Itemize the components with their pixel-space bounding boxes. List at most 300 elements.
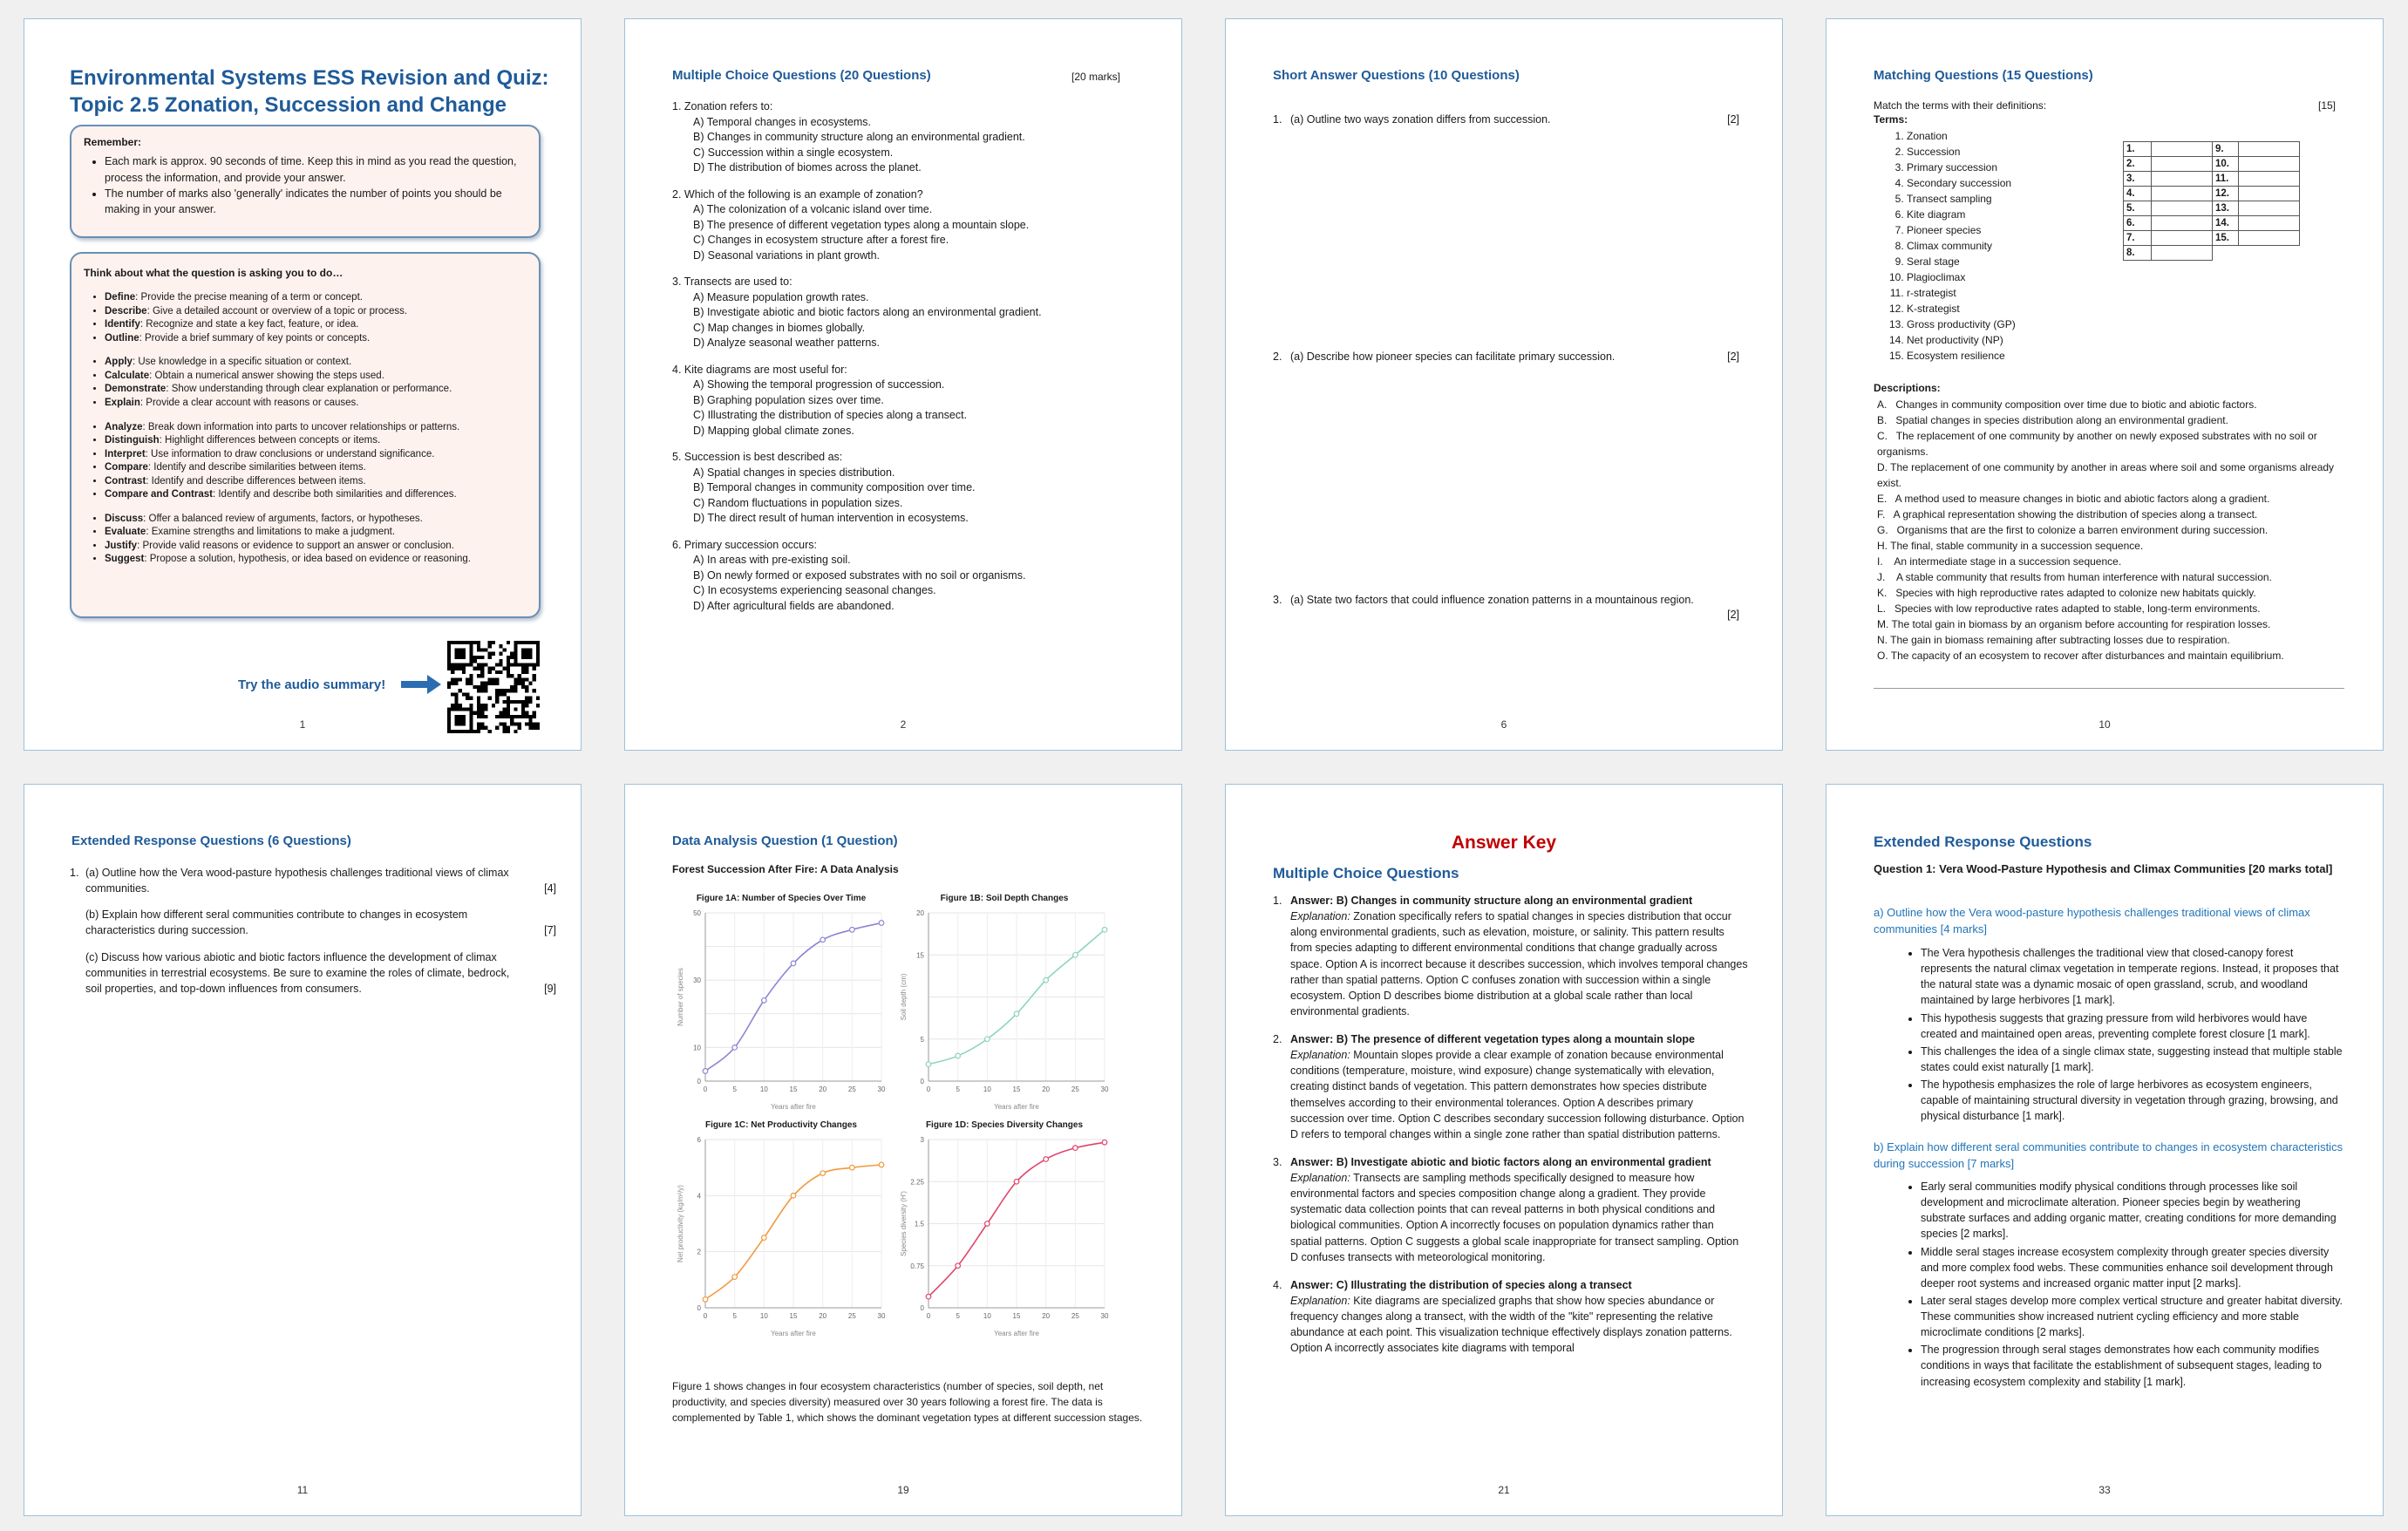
y-tick-label: 3 [920, 1136, 924, 1144]
extended-question-parts [85, 865, 556, 1007]
command-term: Interpret [105, 448, 146, 459]
grid-number: 14. [2213, 216, 2239, 231]
command-term-item: • Compare: Identify and describe similarities between items. [105, 461, 527, 475]
command-term-item: • Calculate: Obtain a numerical answer showing the steps used. [105, 370, 527, 384]
grid-number: 5. [2124, 201, 2152, 216]
question-stem: 6. Primary succession occurs: [672, 538, 818, 551]
mcq-option: C) Random fluctuations in population sizes. [693, 496, 903, 509]
chart-svg [672, 1120, 890, 1343]
data-point [820, 937, 826, 942]
y-axis-label: Number of species [677, 968, 684, 1026]
grid-answer-cell[interactable] [2239, 142, 2300, 157]
y-tick-label: 2.25 [910, 1178, 924, 1187]
chart-figure-1a [672, 894, 890, 1116]
description-item: J. A stable community that results from human interference with natural succession. [1877, 571, 2272, 583]
term-item: 13. Gross productivity (GP) [1907, 316, 2016, 332]
short-answer-question [1273, 592, 1739, 621]
command-term-group [84, 513, 527, 567]
grid-answer-cell[interactable] [2152, 187, 2213, 201]
term-item: 6. Kite diagram [1907, 207, 2016, 222]
mcq-option: C) Map changes in biomes globally. [693, 321, 866, 334]
question-text: (a) State two factors that could influence zonation patterns in a mountainous region. [1290, 594, 1694, 606]
command-term: Calculate [105, 370, 150, 381]
grid-number: 4. [2124, 187, 2152, 201]
y-tick-label: 0 [920, 1078, 924, 1085]
command-term-item: • Interpret: Use information to draw conclusions or understand significance. [105, 448, 527, 462]
descriptions-label: Descriptions: [1874, 382, 1941, 394]
x-axis-label: Years after fire [994, 1103, 1039, 1111]
page-number: 33 [2098, 1484, 2111, 1496]
markscheme-point: • Later seral stages develop more complex vertical structure and greater habitat diversity. These communities show increased nutrient cycling efficiency and more stable microclimate conditions [2 marks]. [1921, 1293, 2344, 1340]
command-term-definition: Provide a brief summary of key points or concepts. [145, 332, 371, 344]
explanation-text: Zonation specifically refers to spatial changes in species distribution that occur along environmental gradients, such as elevation, moisture, or salinity. This pattern results from species adapting to different environmental conditions that change gradually across space. Option A is incorrect because it describes succession, which involves temporal changes rather than spatial patterns. Option C confuses zonation with succession within a single ecosystem. Option D describes biome distribution at a global scale rather than local environmental gradients. [1290, 910, 1748, 1017]
section-title: Short Answer Questions (10 Questions) [1273, 68, 1520, 83]
answer-key-title: Answer Key [1451, 833, 1557, 853]
page-3 [1225, 18, 1783, 751]
term-item: 2. Succession [1907, 144, 2016, 160]
mcq-question [672, 99, 1143, 176]
command-term-item: • Define: Provide the precise meaning of a term or concept. [105, 291, 527, 305]
page-number: 2 [900, 718, 907, 731]
description-item: H. The final, stable community in a succession sequence. [1877, 540, 2144, 552]
command-term-item: • Discuss: Offer a balanced review of arguments, factors, or hypotheses. [105, 513, 527, 527]
data-point [879, 1162, 884, 1167]
remember-item: • Each mark is approx. 90 seconds of time. Keep this in mind as you read the question, process the information, and provide your answer. [105, 153, 527, 185]
answer-number: 1. [1273, 895, 1282, 907]
command-term-definition: Provide the precise meaning of a term or concept. [140, 292, 363, 303]
audio-summary-label[interactable]: Try the audio summary! [238, 677, 386, 692]
extended-question-part [85, 865, 556, 896]
question-marks: [4] [544, 882, 556, 895]
y-tick-label: 10 [693, 1044, 701, 1052]
x-tick-label: 30 [877, 1085, 886, 1093]
command-term: Analyze [105, 421, 143, 432]
question-stem: 3. Transects are used to: [672, 276, 792, 288]
data-point [850, 1165, 855, 1170]
grid-answer-cell[interactable] [2152, 172, 2213, 187]
markscheme-point: • This hypothesis suggests that grazing pressure from wild herbivores would have created and maintained open areas, preventing complete forest closure [1 mark]. [1921, 1010, 2344, 1042]
extended-question-part [85, 949, 556, 997]
y-tick-label: 0 [697, 1304, 701, 1312]
data-point [703, 1069, 708, 1074]
description-item: C. The replacement of one community by another on newly exposed substrates with no soil or organisms. [1877, 430, 2321, 458]
page-4 [1826, 18, 2384, 751]
term-item: 7. Pioneer species [1907, 222, 2016, 238]
command-term-item: • Describe: Give a detailed account or overview of a topic or process. [105, 305, 527, 319]
y-tick-label: 0 [697, 1078, 701, 1085]
section-marks: [20 marks] [1071, 71, 1120, 83]
data-point [850, 928, 855, 933]
answer-line: Answer: B) The presence of different vegetation types along a mountain slope [1290, 1033, 1695, 1045]
command-term: Identify [105, 319, 140, 330]
x-tick-label: 5 [732, 1085, 737, 1093]
x-tick-label: 10 [759, 1312, 768, 1320]
grid-answer-cell[interactable] [2152, 157, 2213, 172]
mcq-option: B) Investigate abiotic and biotic factors along an environmental gradient. [693, 306, 1042, 318]
page-2 [624, 18, 1182, 751]
markscheme-point: • The hypothesis emphasizes the role of large herbivores as ecosystem engineers, capable of maintaining structural diversity in vegetation through grazing, browsing, and physical disturbance [1 mark]. [1921, 1077, 2344, 1124]
y-tick-label: 2 [697, 1248, 701, 1256]
data-point [1102, 1140, 1107, 1145]
x-tick-label: 25 [1071, 1312, 1079, 1320]
command-term-item: • Analyze: Break down information into parts to uncover relationships or patterns. [105, 421, 527, 435]
term-item: 8. Climax community [1907, 238, 2016, 254]
y-axis-label: Net productivity (kg/m²/y) [677, 1185, 684, 1262]
page-5 [24, 784, 582, 1516]
chart-title: Figure 1B: Soil Depth Changes [940, 894, 1069, 903]
question-marks: [2] [1727, 350, 1739, 363]
explanation-label: Explanation: [1290, 1294, 1350, 1307]
term-item: 4. Secondary succession [1907, 175, 2016, 191]
answer-grid-row [2124, 216, 2300, 231]
data-point [791, 1194, 796, 1199]
command-term-item: • Identify: Recognize and state a key fact, feature, or idea. [105, 318, 527, 332]
grid-number: 11. [2213, 172, 2239, 187]
answer-grid-row [2124, 142, 2300, 157]
command-term: Contrast [105, 475, 146, 487]
grid-number: 13. [2213, 201, 2239, 216]
grid-number: 12. [2213, 187, 2239, 201]
grid-number: 7. [2124, 231, 2152, 246]
remember-item: • The number of marks also 'generally' indicates the number of points you should be making in your answer. [105, 186, 527, 217]
data-point [1044, 977, 1049, 983]
answer-key-list [1273, 893, 1748, 1368]
command-term-group [84, 291, 527, 345]
part-a-points [1900, 945, 2344, 1126]
command-term-definition: Use information to draw conclusions or understand significance. [151, 448, 435, 459]
command-term-item: • Apply: Use knowledge in a specific situation or context. [105, 356, 527, 370]
section-title: Matching Questions (15 Questions) [1874, 68, 2093, 83]
data-point [985, 1037, 990, 1042]
question-heading: Question 1: Vera Wood-Pasture Hypothesis and Climax Communities [20 marks total] [1874, 862, 2333, 875]
x-tick-label: 20 [819, 1312, 827, 1320]
x-tick-label: 0 [703, 1312, 708, 1320]
y-tick-label: 4 [697, 1192, 701, 1201]
mcq-option: C) In ecosystems experiencing seasonal changes. [693, 584, 936, 596]
mcq-option: D) Seasonal variations in plant growth. [693, 248, 881, 262]
grid-answer-cell[interactable] [2152, 231, 2213, 246]
answer-grid-row [2124, 231, 2300, 246]
mcq-option: A) In areas with pre-existing soil. [693, 554, 851, 566]
page-number: 19 [897, 1484, 909, 1496]
data-point [1102, 928, 1107, 933]
mcq-question [672, 538, 1143, 615]
mcq-question [672, 450, 1143, 527]
command-term-definition: Break down information into parts to uncover relationships or patterns. [147, 421, 460, 432]
command-term-item: • Evaluate: Examine strengths and limitations to make a judgment. [105, 526, 527, 540]
command-term-item: • Outline: Provide a brief summary of key points or concepts. [105, 332, 527, 346]
grid-answer-cell[interactable] [2239, 201, 2300, 216]
x-tick-label: 5 [732, 1312, 737, 1320]
x-tick-label: 0 [703, 1085, 708, 1093]
x-tick-label: 20 [819, 1085, 827, 1093]
question-text: (a) Describe how pioneer species can facilitate primary succession. [1290, 350, 1616, 363]
y-tick-label: 0 [920, 1304, 924, 1312]
question-number: 2. [1273, 350, 1282, 363]
term-item: 15. Ecosystem resilience [1907, 348, 2016, 364]
chart-title: Figure 1A: Number of Species Over Time [696, 894, 867, 903]
data-point [1014, 1179, 1019, 1184]
divider [1874, 688, 2344, 689]
question-stem: 4. Kite diagrams are most useful for: [672, 363, 847, 376]
mcq-option: D) The distribution of biomes across the planet. [693, 161, 922, 174]
section-title: Extended Response Questions (6 Questions) [71, 834, 351, 848]
mcq-option: A) Measure population growth rates. [693, 290, 869, 303]
command-term-definition: Use knowledge in a specific situation or context. [138, 357, 352, 368]
mcq-option: C) Illustrating the distribution of species along a transect. [693, 409, 968, 421]
data-point [703, 1297, 708, 1303]
data-analysis-subtitle: Forest Succession After Fire: A Data Analysis [672, 863, 899, 875]
term-item: 10. Plagioclimax [1907, 269, 2016, 285]
data-point [732, 1275, 738, 1280]
command-term: Define [105, 292, 136, 303]
grid-answer-cell[interactable] [2239, 231, 2300, 246]
mcq-list [672, 99, 1143, 625]
page-6 [624, 784, 1182, 1516]
description-item: L. Species with low reproductive rates adapted to stable, long-term environments. [1877, 602, 2261, 615]
mcq-question [672, 187, 1143, 264]
x-tick-label: 0 [926, 1085, 931, 1093]
grid-answer-cell[interactable] [2239, 187, 2300, 201]
short-answer-question [1273, 349, 1739, 364]
answer-key-item [1273, 1277, 1748, 1357]
question-marks: [2] [1727, 113, 1739, 126]
command-term-item: • Demonstrate: Show understanding through clear explanation or performance. [105, 383, 527, 397]
data-point [985, 1221, 990, 1227]
grid-number: 9. [2213, 142, 2239, 157]
grid-number: 1. [2124, 142, 2152, 157]
command-term: Evaluate [105, 527, 146, 538]
command-term-definition: Offer a balanced review of arguments, factors, or hypotheses. [148, 513, 423, 524]
data-point [1073, 952, 1078, 957]
answer-explanation [1290, 1047, 1748, 1142]
question-text: (c) Discuss how various abiotic and biotic factors influence the development of climax communities in terrestrial ecosystems. Be sure to examine the roles of climate, bedrock, soil properties, and top-down influences from consumers. [85, 950, 510, 995]
page-title: Environmental Systems ESS Revision and Quiz: Topic 2.5 Zonation, Succession and Change [70, 66, 549, 118]
y-tick-label: 15 [916, 951, 924, 960]
grid-answer-cell[interactable] [2152, 201, 2213, 216]
x-axis-label: Years after fire [994, 1330, 1039, 1337]
answer-grid-row [2124, 187, 2300, 201]
command-term-definition: Provide a clear account with reasons or causes. [146, 398, 359, 408]
answer-key-subtitle: Multiple Choice Questions [1273, 865, 1459, 881]
grid-number: 3. [2124, 172, 2152, 187]
answer-number: 3. [1273, 1155, 1282, 1168]
x-tick-label: 15 [789, 1085, 798, 1093]
markscheme-point: • This challenges the idea of a single climax state, suggesting instead that multiple stable states could exist naturally [1 mark]. [1921, 1044, 2344, 1075]
section-title: Data Analysis Question (1 Question) [672, 834, 898, 848]
command-term-group [84, 356, 527, 410]
question-marks: [9] [544, 982, 556, 995]
command-term-group [84, 421, 527, 502]
grid-number: 2. [2124, 157, 2152, 172]
page-1 [24, 18, 582, 751]
command-term: Discuss [105, 513, 144, 524]
answer-grid-row [2124, 157, 2300, 172]
markscheme-point: • Early seral communities modify physical conditions through processes like soil development and microclimate alteration. Pioneer species begin by weathering substrate surfaces and adding organic matter, creating conditions for more demanding species [2 marks]. [1921, 1179, 2344, 1242]
command-term: Suggest [105, 554, 145, 565]
y-tick-label: 5 [920, 1035, 924, 1044]
command-term-groups [84, 291, 527, 566]
markscheme-point: • Middle seral stages increase ecosystem complexity through greater species diversity and more complex food webs. These communities enhance soil development through deeper root systems and increased organic matter input [2 marks]. [1921, 1244, 2344, 1291]
command-term-definition: Identify and describe similarities between items. [153, 462, 366, 473]
question-stem: 5. Succession is best described as: [672, 451, 843, 463]
chart-svg [895, 1120, 1113, 1343]
mcq-question [672, 363, 1143, 439]
command-term-definition: Give a detailed account or overview of a topic or process. [152, 305, 408, 316]
page-8 [1826, 784, 2384, 1516]
terms-list [1884, 128, 2016, 364]
description-item: K. Species with high reproductive rates adapted to colonize new habitats quickly. [1877, 587, 2256, 599]
command-term-item: • Compare and Contrast: Identify and describe both similarities and differences. [105, 488, 527, 502]
command-term-definition: Obtain a numerical answer showing the steps used. [154, 370, 384, 381]
page-number: 10 [2098, 718, 2111, 731]
command-term-item: • Explain: Provide a clear account with reasons or causes. [105, 397, 527, 411]
x-tick-label: 10 [759, 1085, 768, 1093]
mcq-option: A) The colonization of a volcanic island over time. [693, 203, 933, 215]
term-item: 14. Net productivity (NP) [1907, 332, 2016, 348]
data-point [879, 921, 884, 926]
command-term: Outline [105, 332, 139, 344]
question-text: (b) Explain how different seral communities contribute to changes in ecosystem characteristics during succession. [85, 908, 468, 937]
chart-svg [672, 894, 890, 1116]
mcq-option: A) Temporal changes in ecosystems. [693, 115, 872, 128]
part-b-points [1900, 1179, 2344, 1392]
x-tick-label: 0 [926, 1312, 931, 1320]
matching-intro: Match the terms with their definitions: [1874, 99, 2047, 112]
grid-answer-cell[interactable] [2152, 246, 2213, 261]
command-term-definition: Propose a solution, hypothesis, or idea based on evidence or reasoning. [149, 554, 472, 565]
command-term-item: • Justify: Provide valid reasons or evidence to support an answer or conclusion. [105, 540, 527, 554]
command-term-definition: Provide valid reasons or evidence to support an answer or conclusion. [142, 540, 454, 551]
page-number: 6 [1500, 718, 1507, 731]
answer-explanation [1290, 1170, 1748, 1265]
answer-line: Answer: B) Changes in community structure along an environmental gradient [1290, 895, 1693, 907]
description-item: G. Organisms that are the first to colonize a barren environment during succession. [1877, 524, 2269, 536]
x-tick-label: 25 [1071, 1085, 1079, 1093]
grid-answer-cell[interactable] [2239, 172, 2300, 187]
mcq-option: B) Changes in community structure along an environmental gradient. [693, 131, 1025, 143]
question-marks: [2] [1727, 609, 1739, 621]
grid-answer-cell[interactable] [2152, 216, 2213, 231]
data-point [1073, 1146, 1078, 1151]
x-tick-label: 25 [847, 1085, 856, 1093]
grid-answer-cell[interactable] [2152, 142, 2213, 157]
question-text: (a) Outline two ways zonation differs from succession. [1290, 113, 1551, 126]
grid-number: 6. [2124, 216, 2152, 231]
arrow-right-icon [401, 675, 441, 698]
part-b-heading: b) Explain how different seral communities contribute to changes in ecosystem characteristics during succession [7 marks] [1874, 1140, 2343, 1170]
y-tick-label: 50 [693, 909, 701, 917]
mcq-option: D) After agricultural fields are abandoned. [693, 599, 894, 612]
mcq-option: D) Analyze seasonal weather patterns. [693, 337, 881, 349]
command-term-definition: Highlight differences between concepts or items. [165, 435, 381, 446]
command-term: Compare and Contrast [105, 489, 213, 500]
command-term-definition: Recognize and state a key fact, feature, or idea. [146, 319, 359, 330]
mcq-option: C) Succession within a single ecosystem. [693, 146, 894, 159]
answer-key-item [1273, 893, 1748, 1019]
term-item: 1. Zonation [1907, 128, 2016, 144]
data-point [1014, 1011, 1019, 1017]
think-label: Think about what the question is asking you to do… [84, 267, 344, 279]
term-item: 5. Transect sampling [1907, 191, 2016, 207]
remember-box [70, 125, 541, 238]
command-term: Distinguish [105, 435, 160, 446]
answer-grid-row [2124, 246, 2300, 261]
explanation-text: Transects are sampling methods specifically designed to measure how environmental factors and species composition change along a gradient. They provide systematic data collection points that can reveal patterns in both physical conditions and biological communities. Option A incorrectly focuses on population dynamics rather than spatial patterns. Option C suggests a global scale inappropriate for transect sampling. Option D confuses transects with meteorological monitoring. [1290, 1172, 1739, 1263]
command-term: Demonstrate [105, 384, 167, 395]
description-item: O. The capacity of an ecosystem to recover after disturbances and maintain equilibrium. [1877, 650, 2284, 662]
y-tick-label: 0.75 [910, 1262, 924, 1270]
x-tick-label: 30 [1100, 1085, 1109, 1093]
grid-answer-cell[interactable] [2239, 157, 2300, 172]
answer-line: Answer: C) Illustrating the distribution of species along a transect [1290, 1278, 1632, 1291]
mcq-option: B) Temporal changes in community composition over time. [693, 481, 976, 493]
grid-number: 8. [2124, 246, 2152, 261]
mcq-option: B) On newly formed or exposed substrates with no soil or organisms. [693, 568, 1026, 582]
command-term-item: • Suggest: Propose a solution, hypothesis, or idea based on evidence or reasoning. [105, 553, 527, 567]
x-tick-label: 15 [1012, 1312, 1021, 1320]
description-item: F. A graphical representation showing the distribution of species along a transect. [1877, 508, 2258, 521]
answer-number: 4. [1273, 1278, 1282, 1291]
short-answer-question [1273, 112, 1739, 127]
x-axis-label: Years after fire [771, 1103, 816, 1111]
description-item: D. The replacement of one community by another in areas where soil and some organisms already exist. [1877, 461, 2337, 489]
data-point [926, 1062, 931, 1067]
question-number: 3. [1273, 594, 1282, 606]
x-tick-label: 10 [983, 1312, 991, 1320]
question-stem: 2. Which of the following is an example of zonation? [672, 187, 923, 201]
answer-grid-row [2124, 201, 2300, 216]
answer-explanation [1290, 1293, 1748, 1357]
explanation-text: Mountain slopes provide a clear example of zonation because environmental conditions (temperature, moisture, wind exposure) change systematically with elevation, creating distinct bands of vegetation. This pattern demonstrates how species distribute themselves according to their environmental tolerances. Option A describes primary succession over time. Option C describes secondary succession following disturbance. Option D refers to temporal changes within a single zone rather than spatial distribution patterns. [1290, 1049, 1745, 1140]
x-tick-label: 25 [847, 1312, 856, 1320]
y-tick-label: 6 [697, 1136, 701, 1144]
description-item: A. Changes in community composition over time due to biotic and abiotic factors. [1877, 398, 2257, 411]
answer-line: Answer: B) Investigate abiotic and biotic factors along an environmental gradient [1290, 1155, 1711, 1168]
mcq-option: B) Graphing population sizes over time. [693, 393, 884, 406]
mcq-option: A) Showing the temporal progression of succession. [693, 378, 945, 391]
page-number: 11 [296, 1484, 309, 1496]
description-item: N. The gain in biomass remaining after subtracting losses due to respiration. [1877, 634, 2230, 646]
data-point [762, 998, 767, 1004]
grid-number: 10. [2213, 157, 2239, 172]
data-point [791, 961, 796, 966]
question-number: 1. [70, 867, 79, 879]
grid-answer-cell[interactable] [2239, 216, 2300, 231]
explanation-label: Explanation: [1290, 910, 1350, 923]
question-stem: 1. Zonation refers to: [672, 100, 773, 112]
chart-figure-1c [672, 1120, 890, 1343]
command-term: Justify [105, 540, 138, 551]
explanation-label: Explanation: [1290, 1172, 1350, 1184]
x-tick-label: 30 [877, 1312, 886, 1320]
mcq-option: A) Spatial changes in species distribution. [693, 466, 895, 479]
data-point [926, 1294, 931, 1299]
answer-grid [2123, 141, 2300, 261]
x-tick-label: 20 [1042, 1085, 1051, 1093]
section-title: Multiple Choice Questions (20 Questions) [672, 68, 931, 83]
x-tick-label: 20 [1042, 1312, 1051, 1320]
grid-number: 15. [2213, 231, 2239, 246]
question-marks: [7] [544, 924, 556, 937]
command-term-definition: Identify and describe differences between items. [151, 475, 366, 487]
figure-caption: Figure 1 shows changes in four ecosystem characteristics (number of species, soil depth, net productivity, and species diversity) measured over 30 years following a forest fire. The data is complemented by Table 1, which shows the dominant vegetation types at different succession stages. [672, 1380, 1143, 1424]
data-point [820, 1171, 826, 1176]
page-7 [1225, 784, 1783, 1516]
y-tick-label: 1.5 [914, 1220, 924, 1228]
description-item: M. The total gain in biomass by an organism before accounting for respiration losses. [1877, 618, 2271, 630]
term-item: 12. K-strategist [1907, 301, 2016, 316]
